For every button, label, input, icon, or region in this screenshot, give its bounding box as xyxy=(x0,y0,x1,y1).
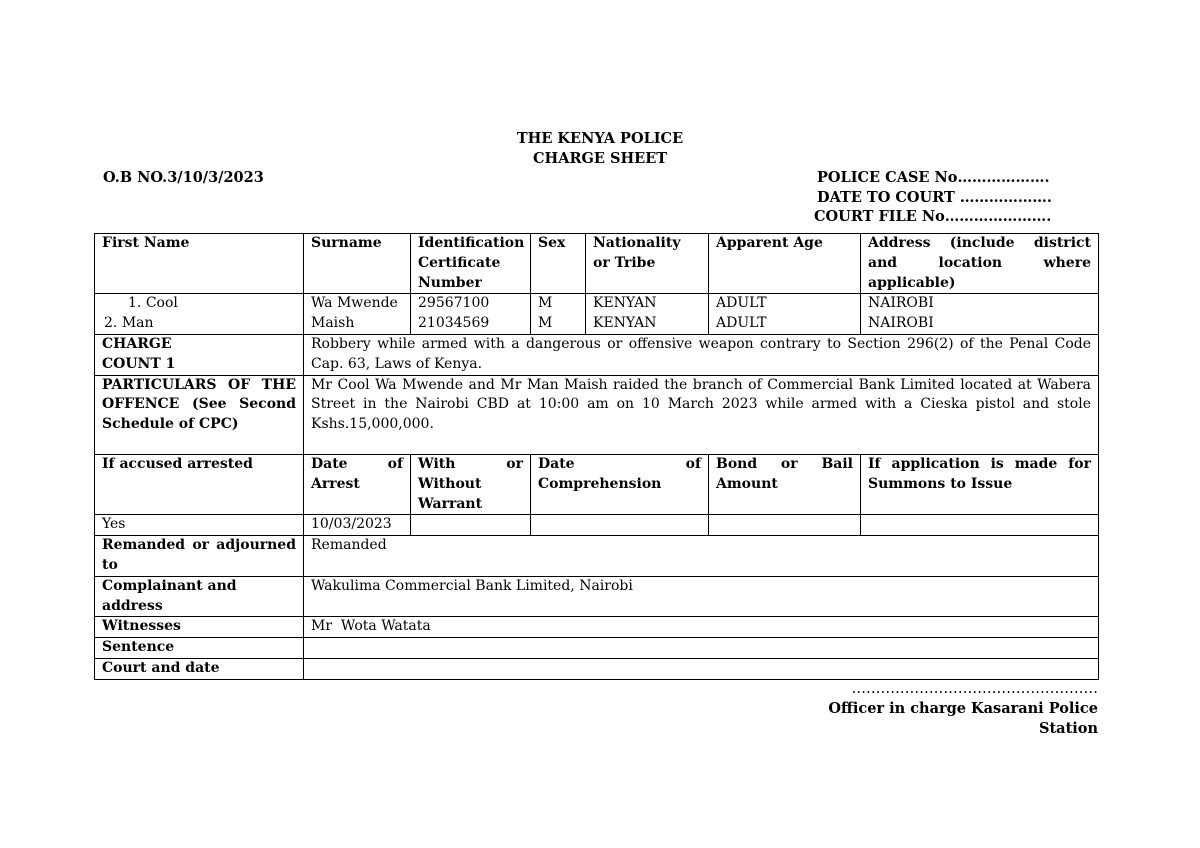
accused-2-nationality: KENYAN xyxy=(593,315,657,332)
header-summons: If application is made for Summons to Issue xyxy=(861,454,1099,514)
value-date-of-arrest: 10/03/2023 xyxy=(304,515,411,536)
officer-in-charge: Officer in charge Kasarani Police Station xyxy=(828,700,1098,737)
date-to-court: DATE TO COURT ………………. xyxy=(817,188,1052,206)
court-date-row xyxy=(95,658,1099,679)
header-if-arrested: If accused arrested xyxy=(95,454,304,514)
charge-label-cell xyxy=(95,334,304,375)
header-sex: Sex xyxy=(531,234,586,294)
header-date-of-comprehension: Date of Comprehension xyxy=(531,454,709,514)
particulars-text: Mr Cool Wa Mwende and Mr Man Maish raided the branch of Commercial Bank Limited located at Wabera Street in the Nairobi CBD at 10:00 am on 10 March 2023 while armed with a Cieska pistol and stole Kshs.15,000,000. xyxy=(304,375,1099,454)
accused-1-age: ADULT xyxy=(716,295,767,312)
charge-sheet-table xyxy=(94,233,1099,680)
sentence-label: Sentence xyxy=(95,638,304,659)
witnesses-value: Mr Wota Watata xyxy=(304,617,1099,638)
count-label: COUNT 1 xyxy=(102,355,176,372)
accused-first-names xyxy=(95,294,304,335)
witnesses-row xyxy=(95,617,1099,638)
accused-2-age: ADULT xyxy=(716,315,767,332)
value-comprehension xyxy=(531,515,709,536)
court-file-no: COURT FILE No…………………. xyxy=(814,208,1052,225)
arrest-header-row xyxy=(95,454,1099,514)
value-arrested: Yes xyxy=(95,515,304,536)
accused-addresses xyxy=(861,294,1099,335)
title-line-2: CHARGE SHEET xyxy=(532,150,668,167)
header-nationality: Nationality or Tribe xyxy=(586,234,709,294)
header-id-certificate: Identification Certificate Number xyxy=(411,234,531,294)
accused-1-address: NAIROBI xyxy=(868,295,934,312)
remanded-label: Remanded or adjourned to xyxy=(95,536,304,577)
accused-ids xyxy=(411,294,531,335)
sentence-value xyxy=(304,638,1099,659)
accused-2-id: 21034569 xyxy=(418,315,490,332)
header-date-of-arrest: Date of Arrest xyxy=(304,454,411,514)
signature-line: …………………………………………… xyxy=(851,681,1098,697)
accused-1-sex: M xyxy=(538,295,553,312)
title-line-1: THE KENYA POLICE xyxy=(516,130,684,147)
witnesses-label: Witnesses xyxy=(95,617,304,638)
remanded-row xyxy=(95,536,1099,577)
value-bond xyxy=(709,515,861,536)
remanded-value: Remanded xyxy=(304,536,1099,577)
court-date-label: Court and date xyxy=(95,658,304,679)
value-summons xyxy=(861,515,1099,536)
case-reference-block xyxy=(816,168,1052,227)
accused-2-first-name: 2. Man xyxy=(104,315,154,332)
signature-block xyxy=(790,679,1098,739)
value-warrant xyxy=(411,515,531,536)
complainant-value: Wakulima Commercial Bank Limited, Nairobi xyxy=(304,576,1099,617)
police-case-no: POLICE CASE No………………. xyxy=(817,169,1050,186)
charge-text: Robbery while armed with a dangerous or offensive weapon contrary to Section 296(2) of the Penal Code Cap. 63, Laws of Kenya. xyxy=(304,334,1099,375)
accused-2-sex: M xyxy=(538,315,553,332)
complainant-row xyxy=(95,576,1099,617)
header-bond-amount: Bond or Bail Amount xyxy=(709,454,861,514)
accused-1-first-name: 1. Cool xyxy=(128,295,178,312)
accused-1-id: 29567100 xyxy=(418,295,490,312)
accused-1-nationality: KENYAN xyxy=(593,295,657,312)
header-address: Address (include district and location where applicable) xyxy=(861,234,1099,294)
header-surname: Surname xyxy=(304,234,411,294)
charge-label: CHARGE xyxy=(102,335,172,352)
accused-header-row xyxy=(95,234,1099,294)
court-date-value xyxy=(304,658,1099,679)
ob-number: O.B NO.3/10/3/2023 xyxy=(103,169,264,186)
accused-1-surname: Wa Mwende xyxy=(311,295,398,312)
accused-ages xyxy=(709,294,861,335)
complainant-label: Complainant and address xyxy=(95,576,304,617)
accused-2-address: NAIROBI xyxy=(868,315,934,332)
header-first-name: First Name xyxy=(95,234,304,294)
accused-nationalities xyxy=(586,294,709,335)
accused-sexes xyxy=(531,294,586,335)
accused-rows xyxy=(95,294,1099,335)
charge-row xyxy=(95,334,1099,375)
sentence-row xyxy=(95,638,1099,659)
particulars-row xyxy=(95,375,1099,454)
header-warrant: With or Without Warrant xyxy=(411,454,531,514)
particulars-label: PARTICULARS OF THE OFFENCE (See Second Schedule of CPC) xyxy=(95,375,304,454)
arrest-values-row xyxy=(95,515,1099,536)
document-title xyxy=(0,129,1200,169)
accused-surnames xyxy=(304,294,411,335)
accused-2-surname: Maish xyxy=(311,315,355,332)
header-apparent-age: Apparent Age xyxy=(709,234,861,294)
